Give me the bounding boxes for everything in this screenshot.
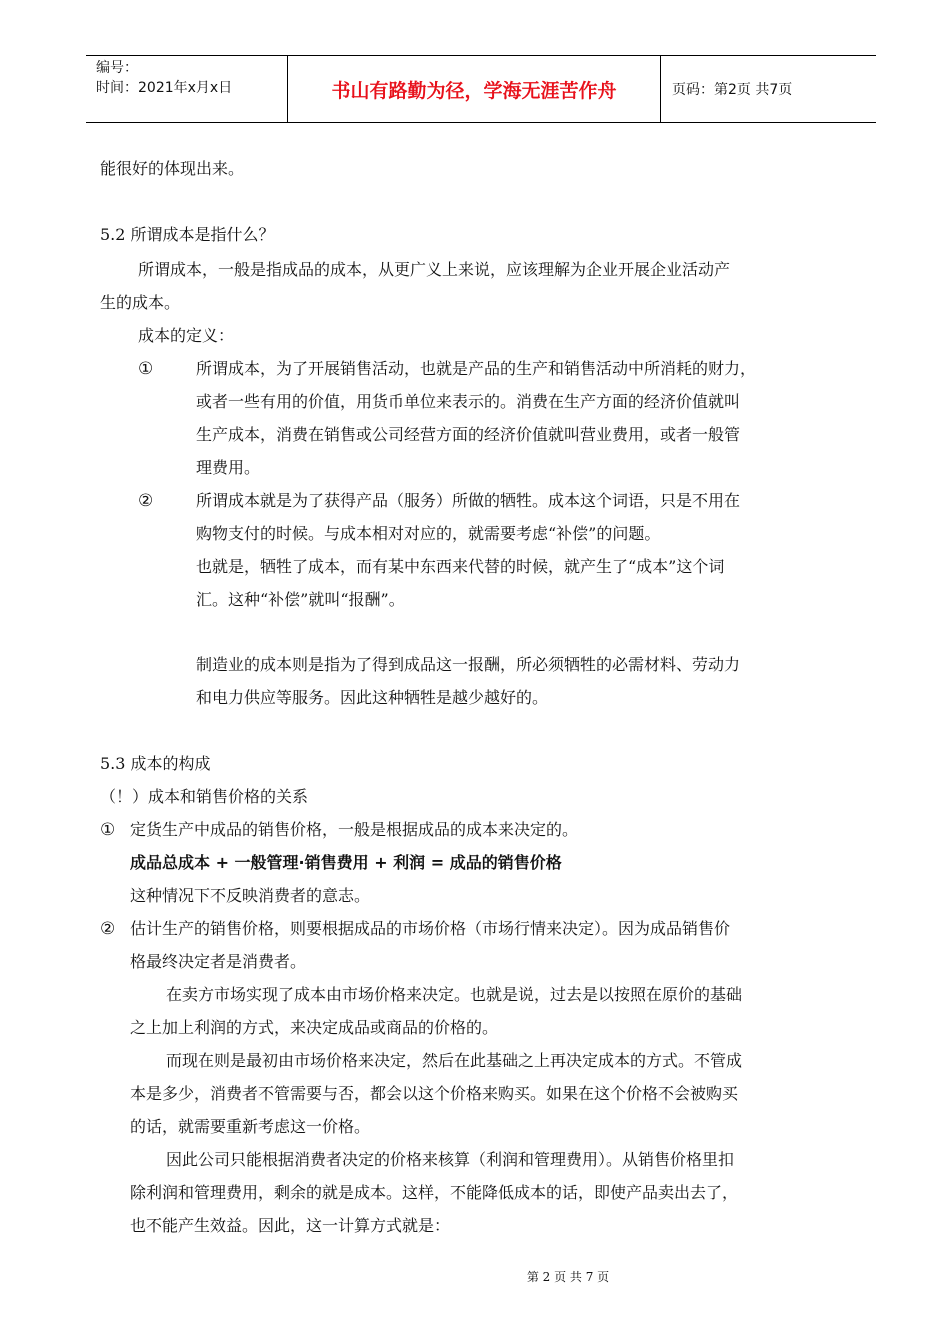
text-line: 所谓成本就是为了获得产品（服务）所做的牺牲。成本这个词语，只是不用在 <box>196 491 741 510</box>
section-heading-5-2: 5.2 所谓成本是指什么？ <box>100 225 275 244</box>
page-footer <box>0 1268 950 1285</box>
text-line: 这种情况下不反映消费者的意志。 <box>130 886 371 905</box>
header-time-label: 时间：2021年x月x日 <box>96 80 233 96</box>
text-line: 因此公司只能根据消费者决定的价格来核算（利润和管理费用）。从销售价格里扣 <box>166 1150 735 1169</box>
text-line: 生的成本。 <box>100 293 181 312</box>
text-line: 在卖方市场实现了成本由市场价格来决定。也就是说，过去是以按照在原价的基础 <box>166 985 743 1004</box>
header-bottom-rule <box>86 122 876 123</box>
text-line: 或者一些有用的价值，用货币单位来表示的。消费在生产方面的经济价值就叫 <box>196 392 741 411</box>
header-id-label: 编号： <box>96 60 138 76</box>
header-top-rule <box>86 55 876 56</box>
list-marker: ① <box>100 820 116 840</box>
header-page-label: 页码：第2页 共7页 <box>672 82 793 98</box>
text-line: 也不能产生效益。因此，这一计算方式就是： <box>130 1216 451 1235</box>
header-motto: 书山有路勤为径，学海无涯苦作舟 <box>331 80 617 102</box>
text-line: 的话，就需要重新考虑这一价格。 <box>130 1117 371 1136</box>
text-line: 本是多少，消费者不管需要与否，都会以这个价格来购买。如果在这个价格不会被购买 <box>130 1084 739 1103</box>
list-marker: ② <box>100 919 116 939</box>
text-line: 成本的定义： <box>138 326 235 345</box>
header-meta <box>96 58 232 98</box>
text-line: 购物支付的时候。与成本相对对应的，就需要考虑“补偿”的问题。 <box>196 524 661 543</box>
text-line: 汇。这种“补偿”就叫“报酬”。 <box>196 590 405 609</box>
text-line: 也就是，牺牲了成本，而有某中东西来代替的时候，就产生了“成本”这个词 <box>196 557 725 576</box>
subsection-heading: （！）成本和销售价格的关系 <box>100 787 309 806</box>
text-line: 估计生产的销售价格，则要根据成品的市场价格（市场行情来决定）。因为成品销售价 <box>130 919 731 938</box>
text-line: 格最终决定者是消费者。 <box>130 952 307 971</box>
text-line: 所谓成本，一般是指成品的成本，从更广义上来说，应该理解为企业开展企业活动产 <box>138 260 731 279</box>
text-line: 除利润和管理费用，剩余的就是成本。这样，不能降低成本的话，即使产品卖出去了， <box>130 1183 739 1202</box>
text-line: 能很好的体现出来。 <box>100 159 245 178</box>
list-marker: ② <box>138 491 154 511</box>
section-heading-5-3: 5.3 成本的构成 <box>100 754 211 773</box>
text-line: 和电力供应等服务。因此这种牺牲是越少越好的。 <box>196 688 549 707</box>
text-line: 制造业的成本则是指为了得到成品这一报酬，所必须牺牲的必需材料、劳动力 <box>196 655 741 674</box>
text-line: 理费用。 <box>196 458 261 477</box>
text-line: 而现在则是最初由市场价格来决定，然后在此基础之上再决定成本的方式。不管成 <box>166 1051 743 1070</box>
text-line: 生产成本，消费在销售或公司经营方面的经济价值就叫营业费用，或者一般管 <box>196 425 741 444</box>
formula-line: 成品总成本 + 一般管理·销售费用 + 利润 = 成品的销售价格 <box>130 853 562 872</box>
header-divider-right <box>660 55 661 123</box>
text-line: 所谓成本，为了开展销售活动，也就是产品的生产和销售活动中所消耗的财力， <box>196 359 757 378</box>
text-line: 之上加上利润的方式，来决定成品或商品的价格的。 <box>130 1018 499 1037</box>
list-marker: ① <box>138 359 154 379</box>
footer-page-number: 第 2 页 共 7 页 <box>526 1270 610 1284</box>
text-line: 定货生产中成品的销售价格，一般是根据成品的成本来决定的。 <box>130 820 579 839</box>
